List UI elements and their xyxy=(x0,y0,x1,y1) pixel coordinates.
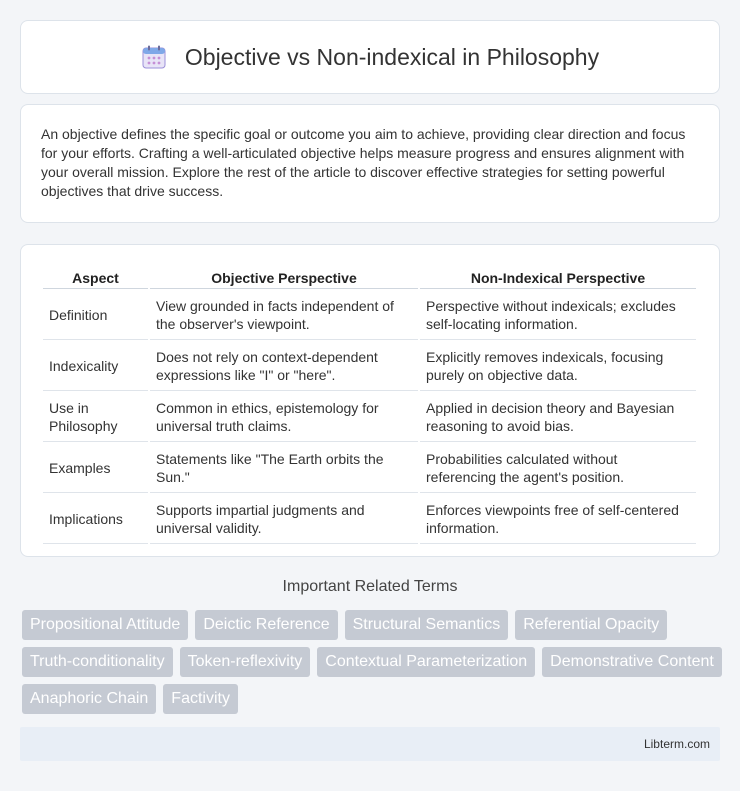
related-term-tag[interactable]: Demonstrative Content xyxy=(542,647,722,677)
footer-site-link[interactable]: Libterm.com xyxy=(643,737,710,751)
related-term-tag[interactable]: Factivity xyxy=(163,684,238,714)
related-term-tag[interactable]: Token-reflexivity xyxy=(180,647,311,677)
intro-card xyxy=(20,104,720,223)
cell-aspect: Examples xyxy=(43,444,148,493)
related-term-tag[interactable]: Referential Opacity xyxy=(515,610,667,640)
related-terms-title: Important Related Terms xyxy=(282,578,458,595)
cell-non-indexical: Perspective without indexicals; excludes self-locating information. xyxy=(420,291,696,340)
table-row xyxy=(43,495,696,544)
header-aspect: Aspect xyxy=(43,265,148,289)
calendar-icon xyxy=(141,44,167,70)
cell-aspect: Implications xyxy=(43,495,148,544)
table-row xyxy=(43,444,696,493)
cell-aspect: Use in Philosophy xyxy=(43,393,148,442)
cell-objective: Supports impartial judgments and universal validity. xyxy=(150,495,418,544)
header-non-indexical: Non-Indexical Perspective xyxy=(420,265,696,289)
related-term-tag[interactable]: Anaphoric Chain xyxy=(22,684,156,714)
header-card xyxy=(20,20,720,94)
cell-non-indexical: Probabilities calculated without referencing the agent's position. xyxy=(420,444,696,493)
cell-objective: View grounded in facts independent of the observer's viewpoint. xyxy=(150,291,418,340)
intro-text: An objective defines the specific goal or outcome you aim to achieve, providing clear direction and focus for your efforts. Crafting a well-articulated objective helps measure progress and ensures alignment with your overall mission. Explore the rest of the article to discover effective strategies for setting powerful objectives that drive success. xyxy=(41,126,686,199)
cell-objective: Common in ethics, epistemology for universal truth claims. xyxy=(150,393,418,442)
related-term-tag[interactable]: Truth-conditionality xyxy=(22,647,173,677)
header-objective: Objective Perspective xyxy=(150,265,418,289)
table-header-row xyxy=(43,265,696,289)
table-row xyxy=(43,393,696,442)
related-term-tag[interactable]: Deictic Reference xyxy=(195,610,337,640)
table-row xyxy=(43,342,696,391)
related-term-tag[interactable]: Propositional Attitude xyxy=(22,610,188,640)
cell-non-indexical: Explicitly removes indexicals, focusing purely on objective data. xyxy=(420,342,696,391)
cell-aspect: Definition xyxy=(43,291,148,340)
comparison-table xyxy=(41,263,698,546)
related-term-tag[interactable]: Contextual Parameterization xyxy=(317,647,535,677)
comparison-table-card xyxy=(20,244,720,557)
cell-non-indexical: Enforces viewpoints free of self-centered information. xyxy=(420,495,696,544)
related-terms-list xyxy=(22,610,722,714)
table-row xyxy=(43,291,696,340)
page-title: Objective vs Non-indexical in Philosophy xyxy=(184,43,600,70)
related-term-tag[interactable]: Structural Semantics xyxy=(345,610,509,640)
cell-non-indexical: Applied in decision theory and Bayesian reasoning to avoid bias. xyxy=(420,393,696,442)
footer xyxy=(20,727,720,761)
cell-aspect: Indexicality xyxy=(43,342,148,391)
cell-objective: Does not rely on context-dependent expressions like "I" or "here". xyxy=(150,342,418,391)
cell-objective: Statements like "The Earth orbits the Sun." xyxy=(150,444,418,493)
